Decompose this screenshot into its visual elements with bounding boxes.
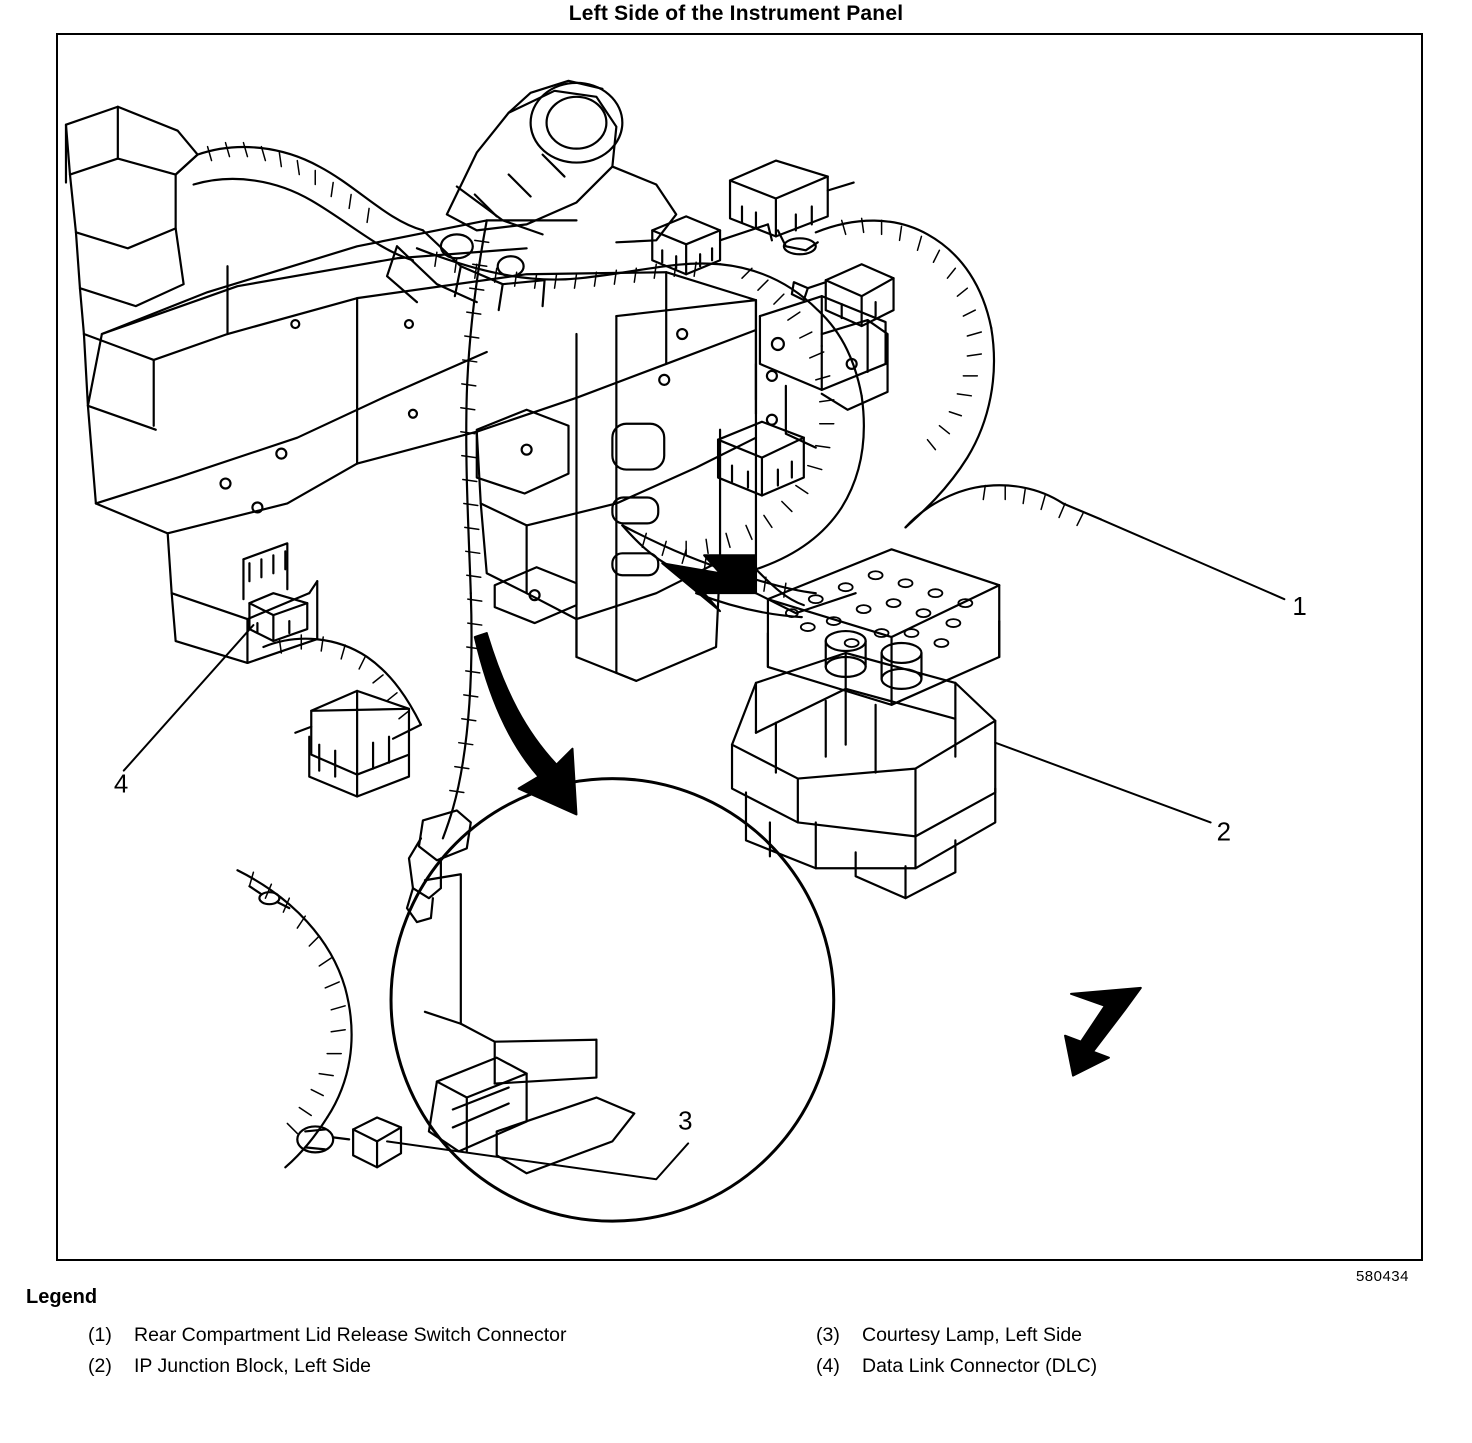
page-title: Left Side of the Instrument Panel: [568, 2, 904, 25]
legend-item: [88, 1354, 748, 1379]
legend-item-label: IP Junction Block, Left Side: [134, 1354, 372, 1377]
callout-3: 3: [678, 1107, 693, 1136]
legend-heading: Legend: [26, 1286, 98, 1308]
ip-junction-block-cover: [768, 549, 999, 704]
legend-item: [816, 1323, 1436, 1348]
ip-junction-block-body: [732, 631, 995, 898]
legend-item-label: Courtesy Lamp, Left Side: [862, 1324, 1083, 1346]
harness-hatching-upper: [208, 143, 834, 556]
detail-callout-arrow: [475, 633, 577, 814]
legend-item-number: (1): [88, 1324, 112, 1346]
wire-harness-lower-left: [263, 635, 421, 796]
legend-item-label: Rear Compartment Lid Release Switch Connector: [134, 1324, 567, 1346]
mid-right-connector: [792, 264, 894, 326]
instrument-panel-illustration: [58, 35, 1421, 1259]
callout-4: 4: [113, 770, 129, 799]
legend-item: [88, 1323, 748, 1348]
callout-leaders: [124, 519, 1285, 1179]
callout-numbers: [114, 593, 1307, 1135]
legend-item: [816, 1354, 1436, 1379]
figure-id: 580434: [1355, 1268, 1409, 1285]
detail-circle: [237, 779, 833, 1222]
wire-harness-upper: [194, 147, 864, 576]
legend-column-right: [816, 1323, 1436, 1385]
wire-harness-left-vertical: [407, 220, 489, 922]
right-bracket-arm: [756, 296, 888, 448]
figure-panel: [56, 33, 1423, 1285]
legend-item-number: (2): [88, 1354, 112, 1377]
callout-1: 1: [1292, 593, 1307, 622]
legend: [26, 1286, 1446, 1443]
harness-connector-mid: [718, 422, 804, 496]
legend-item-label: Data Link Connector (DLC): [862, 1354, 1098, 1377]
legend-column-left: [88, 1323, 748, 1385]
left-end-bracket: [66, 107, 228, 430]
callout-2: 2: [1216, 818, 1232, 847]
ip-carrier-beam: [88, 220, 756, 680]
orientation-arrow: [1065, 988, 1141, 1076]
rear-lid-switch-connector: [730, 161, 854, 255]
legend-item-number: (4): [816, 1354, 840, 1377]
steering-column: [387, 81, 676, 310]
legend-item-number: (3): [816, 1324, 840, 1346]
